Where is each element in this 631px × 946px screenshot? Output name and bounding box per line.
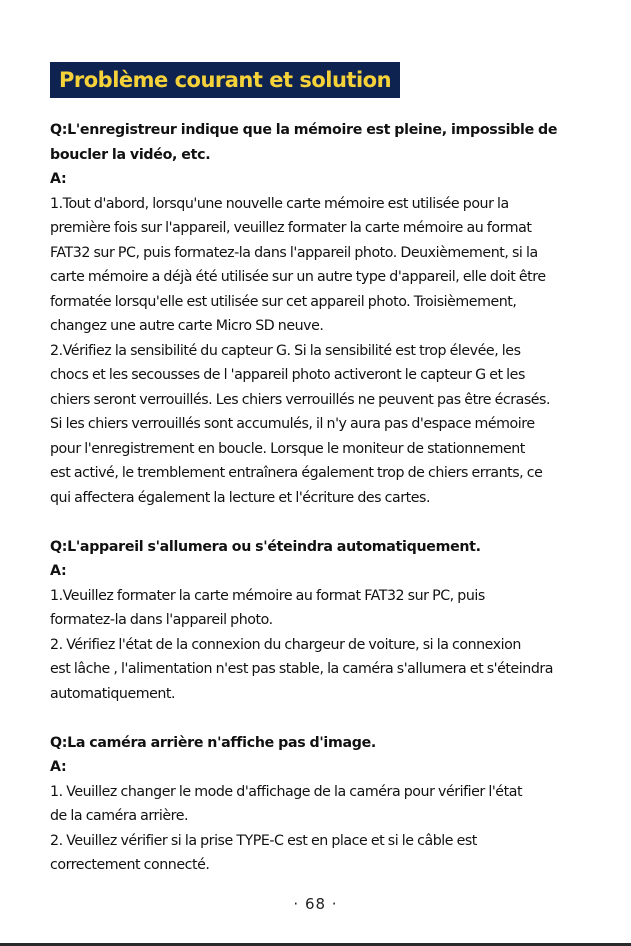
answer-line: correctement connecté. [50,857,210,873]
answer-line: carte mémoire a déjà été utilisée sur un autre type d'appareil, elle doit être [50,269,546,285]
answer-line: changez une autre carte Micro SD neuve. [50,318,324,334]
answer-line: pour l'enregistrement en boucle. Lorsque le moniteur de stationnement [50,440,525,457]
answer-line: FAT32 sur PC, puis formatez-la dans l'appareil photo. Deuxièmement, si la [50,244,538,261]
answer-line: est activé, le tremblement entraînera également trop de chiers errants, ce [50,465,543,481]
answer-line: qui affectera également la lecture et l'écriture des cartes. [50,489,431,506]
answer-line: 1.Tout d'abord, lorsqu'une nouvelle carte mémoire est utilisée pour la [50,195,509,212]
spacer [50,706,610,731]
faq-content [50,118,610,878]
answer-line: chocs et les secousses de l 'appareil photo activeront le capteur G et les [50,367,525,383]
spacer [50,510,610,535]
answer-line: est lâche , l'alimentation n'est pas stable, la caméra s'allumera et s'éteindra [50,661,554,677]
faq-item [50,118,610,510]
answer-line: formatez-la dans l'appareil photo. [50,612,273,628]
answer-label: A: [50,759,67,775]
answer-line: 2. Vérifiez l'état de la connexion du chargeur de voiture, si la connexion [50,636,521,653]
answer-line: 1. Veuillez changer le mode d'affichage de la caméra pour vérifier l'état [50,783,523,800]
question-line: boucler la vidéo, etc. [50,146,211,163]
answer-line: automatiquement. [50,685,176,702]
faq-item [50,731,610,878]
answer-line: 2. Veuillez vérifier si la prise TYPE-C est en place et si le câble est [50,832,477,849]
answer-line: première fois sur l'appareil, veuillez formater la carte mémoire au format [50,220,532,236]
answer-line: formatée lorsqu'elle est utilisée sur cet appareil photo. Troisièmement, [50,293,517,310]
answer-line: chiers seront verrouillés. Les chiers verrouillés ne peuvent pas être écrasés. [50,391,551,408]
question-line: Q:L'appareil s'allumera ou s'éteindra automatiquement. [50,538,481,555]
answer-label: A: [50,563,67,579]
answer-line: Si les chiers verrouillés sont accumulés, il n'y aura pas d'espace mémoire [50,416,535,432]
question-line: Q:La caméra arrière n'affiche pas d'image. [50,734,376,751]
answer-line: de la caméra arrière. [50,808,189,824]
page-number: · 68 · [293,895,338,913]
faq-item [50,535,610,707]
answer-label: A: [50,171,67,187]
question-line: Q:L'enregistreur indique que la mémoire est pleine, impossible de [50,122,558,138]
section-title: Problème courant et solution [59,68,392,92]
section-title-banner [50,62,400,98]
answer-line: 2.Vérifiez la sensibilité du capteur G. Si la sensibilité est trop élevée, les [50,342,521,359]
answer-line: 1.Veuillez formater la carte mémoire au format FAT32 sur PC, puis [50,587,485,604]
